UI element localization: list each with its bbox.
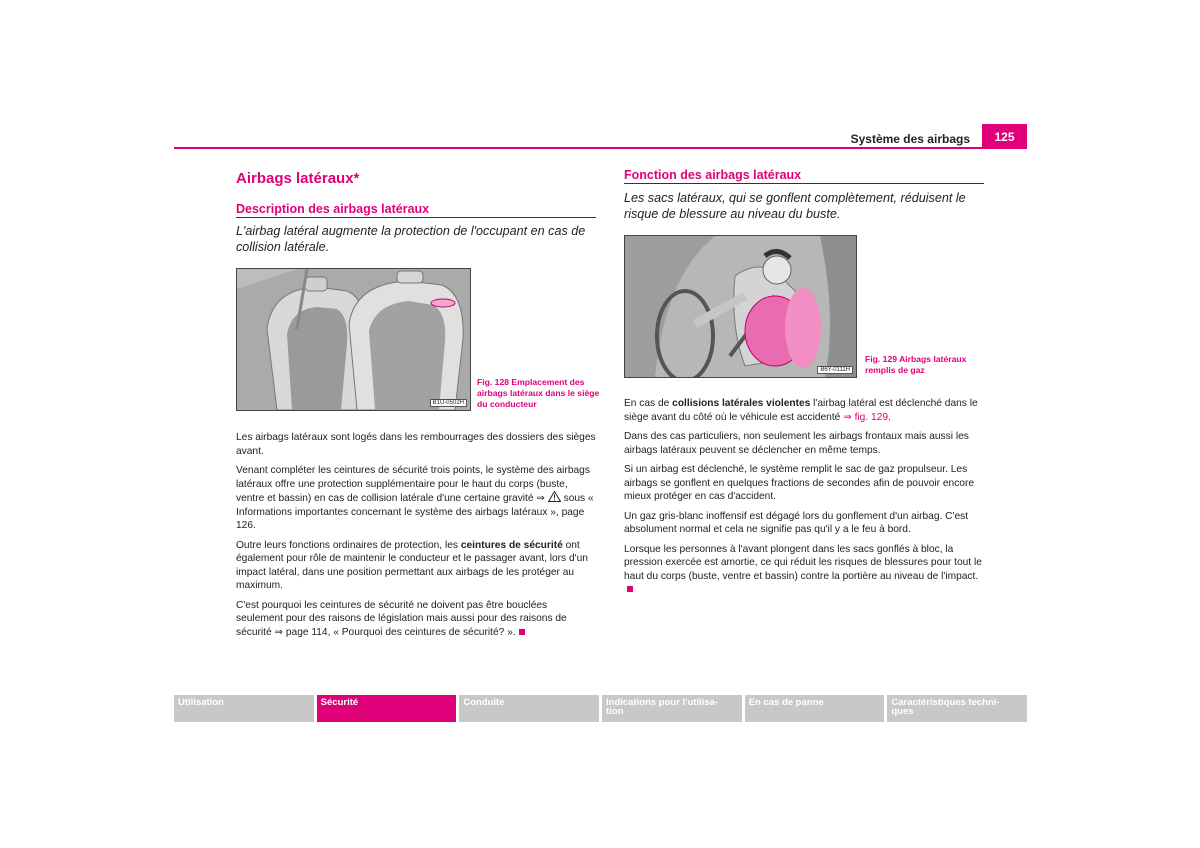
paragraph (236, 464, 596, 533)
airbag-illustration (625, 236, 856, 377)
seat-illustration (237, 269, 470, 410)
paragraph (236, 539, 596, 593)
paragraph: Un gaz gris-blanc inoffensif est dégagé lors du gonflement d'un airbag. C'est absolument normal et cela ne signifie pas qu'il y a le feu à bord. (624, 510, 969, 535)
figure-129-airbag-image (624, 235, 857, 378)
caption-line: remplis de gaz (865, 365, 925, 375)
tab-indications[interactable]: Indications pour l'utilisa- tion (602, 695, 742, 722)
running-title: Système des airbags (850, 132, 970, 146)
end-marker-icon (519, 629, 525, 635)
chapter-tabs (174, 695, 1027, 722)
tab-en-cas-de-panne[interactable]: En cas de panne (745, 695, 885, 722)
paragraph-text: Venant compléter les ceintures de sécurité trois points, le système des airbags latéraux offre une protection supplémentaire pour le haut du corps (buste, ventre et bassin) en cas de collision latérale d'une certaine gravité ⇒ (236, 465, 590, 504)
right-body (624, 397, 986, 603)
bold-term: collisions latérales violentes (672, 398, 811, 409)
left-subtitle: Description des airbags latéraux (236, 202, 596, 218)
paragraph-text: l'airbag latéral est déclenché dans le siège avant du côté où le véhicule est accidenté (624, 398, 978, 423)
warning-icon (548, 491, 561, 502)
paragraph-text: C'est pourquoi les ceintures de sécurité ne doivent pas être bouclées seulement pour des raisons de législation mais aussi pour des raisons de sécurité ⇒ page 114, « Pourquoi des ceintures de sécurité? ». (236, 599, 567, 638)
left-body (236, 431, 596, 645)
figure-128-seat-image (236, 268, 471, 411)
figure-link[interactable]: ⇒ fig. 129 (843, 411, 888, 423)
tab-utilisation[interactable]: Utilisation (174, 695, 314, 722)
left-lead: L'airbag latéral augmente la protection de l'occupant en cas de collision latérale. (236, 224, 586, 254)
figure-code: B1U-0502H (430, 399, 467, 407)
figure-128-caption (477, 377, 602, 410)
paragraph-text: ont également pour rôle de maintenir le conducteur et le passager avant, lors d'un impact latéral, dans une position permettant aux airbags de les protéger au maximum. (236, 539, 588, 591)
caption-line: Fig. 128 Emplacement des (477, 377, 585, 387)
paragraph-text: En cas de (624, 398, 670, 409)
paragraph-text: Lorsque les personnes à l'avant plongent dans les sacs gonflés à bloc, la pression exercée est amortie, ce qui réduit les risques de blessures pour tout le haut du corps (buste, ventre et bassin) contre la portière au niveau de l'impact. (624, 543, 982, 582)
header-rule (174, 147, 1027, 149)
paragraph: En cas de collisions latérales violentes l'airbag latéral est déclenché dans le siège avant du côté où le véhicule est accidenté ⇒ fig. 129. (624, 398, 978, 423)
caption-line: du conducteur (477, 399, 537, 409)
paragraph (624, 543, 986, 597)
right-lead: Les sacs latéraux, qui se gonflent complètement, réduisent le risque de blessure au niveau du buste. (624, 191, 966, 221)
paragraph (236, 599, 596, 640)
figure-129-caption (865, 354, 990, 376)
page-number: 125 (982, 124, 1027, 149)
tab-securite[interactable]: Sécurité (317, 695, 457, 722)
section-title: Airbags latéraux* (236, 170, 360, 187)
bold-term: ceintures de sécurité (460, 539, 563, 551)
figure-code: B6Y-0111H (817, 366, 853, 374)
paragraph: Dans des cas particuliers, non seulement les airbags frontaux mais aussi les airbags latéraux peuvent se déclencher en même temps. (624, 431, 969, 456)
paragraph: Les airbags latéraux sont logés dans les rembourrages des dossiers des sièges avant. (236, 432, 596, 457)
right-subtitle: Fonction des airbags latéraux (624, 168, 984, 184)
paragraph: Si un airbag est déclenché, le système remplit le sac de gaz propulseur. Les airbags se gonflent en quelques fractions de secondes afin de pouvoir encore mieux protéger en cas d'accident. (624, 464, 975, 502)
paragraph-text: sous « Informations importantes concernant le système des airbags latéraux », page 126. (236, 493, 594, 531)
tab-conduite[interactable]: Conduite (459, 695, 599, 722)
caption-line: airbags latéraux dans le siège (477, 388, 600, 398)
end-marker-icon (627, 586, 633, 592)
paragraph-text: Outre leurs fonctions ordinaires de protection, les (236, 539, 458, 551)
caption-line: Fig. 129 Airbags latéraux (865, 354, 967, 364)
tab-caracteristiques[interactable]: Caractéristiques techni- ques (887, 695, 1027, 722)
